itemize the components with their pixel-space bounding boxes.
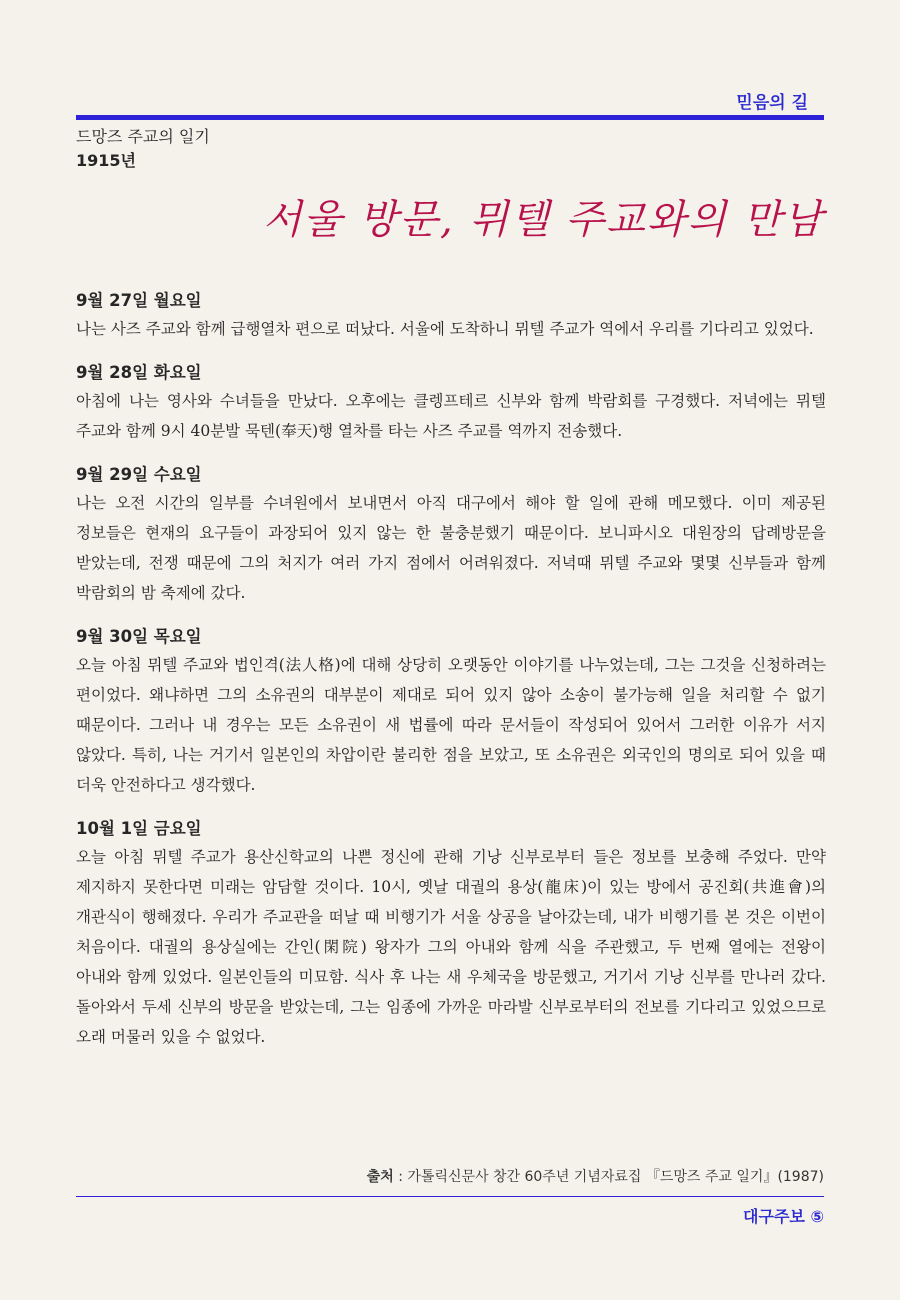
diary-entry [76,462,826,608]
year-label: 1915년 [76,151,136,170]
source-text: : 가톨릭신문사 창간 60주년 기념자료집 『드망즈 주교 일기』(1987) [393,1169,824,1185]
entry-date: 10월 1일 금요일 [76,819,202,838]
entry-date: 9월 27일 월요일 [76,291,202,310]
entry-text: 나는 사즈 주교와 함께 급행열차 편으로 떠났다. 서울에 도착하니 뮈텔 주교가 역에서 우리를 기다리고 있었다. [76,320,814,338]
diary-entry [76,816,826,1052]
diary-entry [76,624,826,800]
series-title: 드망즈 주교의 일기 [76,127,210,146]
source-label: 출처 [366,1169,394,1185]
section-label: 믿음의 길 [736,93,808,113]
entry-date: 9월 28일 화요일 [76,363,202,382]
entry-text: 아침에 나는 영사와 수녀들을 만났다. 오후에는 클렝프테르 신부와 함께 박람회를 구경했다. 저녁에는 뮈텔 주교와 함께 9시 40분발 묵텐(奉天)행 열차를 타는 사즈 주교를 역까지 전송했다. [76,392,826,440]
entry-date: 9월 30일 목요일 [76,627,202,646]
entry-text: 나는 오전 시간의 일부를 수녀원에서 보내면서 아직 대구에서 해야 할 일에 관해 메모했다. 이미 제공된 정보들은 현재의 요구들이 과장되어 있지 않는 한 불충분했기 때문이다. 보니파시오 대원장의 답례방문을 받았는데, 전쟁 때문에 그의 처지가 여러 가지 점에서 어려워졌다. 저녁때 뮈텔 주교와 몇몇 신부들과 함께 박람회의 밤 축제에 갔다. [76,494,826,602]
diary-entry [76,288,826,344]
bottom-rule [76,1196,824,1197]
entry-text: 오늘 아침 뮈텔 주교와 법인격(法人格)에 대해 상당히 오랫동안 이야기를 나누었는데, 그는 그것을 신청하려는 편이었다. 왜냐하면 그의 소유권의 대부분이 제대로 되어 있지 않아 소송이 불가능해 일을 처리할 수 없기 때문이다. 그러나 내 경우는 모든 소유권이 새 법률에 따라 문서들이 작성되어 있어서 그러한 이유가 서지 않았다. 특히, 나는 거기서 일본인의 차압이란 불리한 점을 보았고, 또 소유권은 외국인의 명의로 되어 있을 때 더욱 안전하다고 생각했다. [76,656,826,794]
top-rule [76,115,824,120]
entry-text: 오늘 아침 뮈텔 주교가 용산신학교의 나쁜 정신에 관해 기낭 신부로부터 들은 정보를 보충해 주었다. 만약 제지하지 못한다면 미래는 암담할 것이다. 10시, 옛날 대궐의 용상(龍床)이 있는 방에서 공진회(共進會)의 개관식이 행해졌다. 우리가 주교관을 떠날 때 비행기가 서울 상공을 날아갔는데, 내가 비행기를 본 것은 이번이 처음이다. 대궐의 용상실에는 간인(閑院) 왕자가 그의 아내와 함께 식을 주관했고, 두 번째 열에는 전왕이 아내와 함께 있었다. 일본인들의 미묘함. 식사 후 나는 새 우체국을 방문했고, 거기서 기낭 신부를 만나러 갔다. 돌아와서 두세 신부의 방문을 받았는데, 그는 임종에 가까운 마라발 신부로부터의 전보를 기다리고 있었으므로 오래 머물러 있을 수 없었다. [76,848,826,1046]
entry-date: 9월 29일 수요일 [76,465,202,484]
source-citation [367,1166,824,1186]
page-title: 서울 방문, 뮈텔 주교와의 만남 [262,197,824,243]
diary-entries [76,288,826,1068]
footer-publication: 대구주보 ⑤ [743,1207,824,1226]
diary-entry [76,360,826,446]
